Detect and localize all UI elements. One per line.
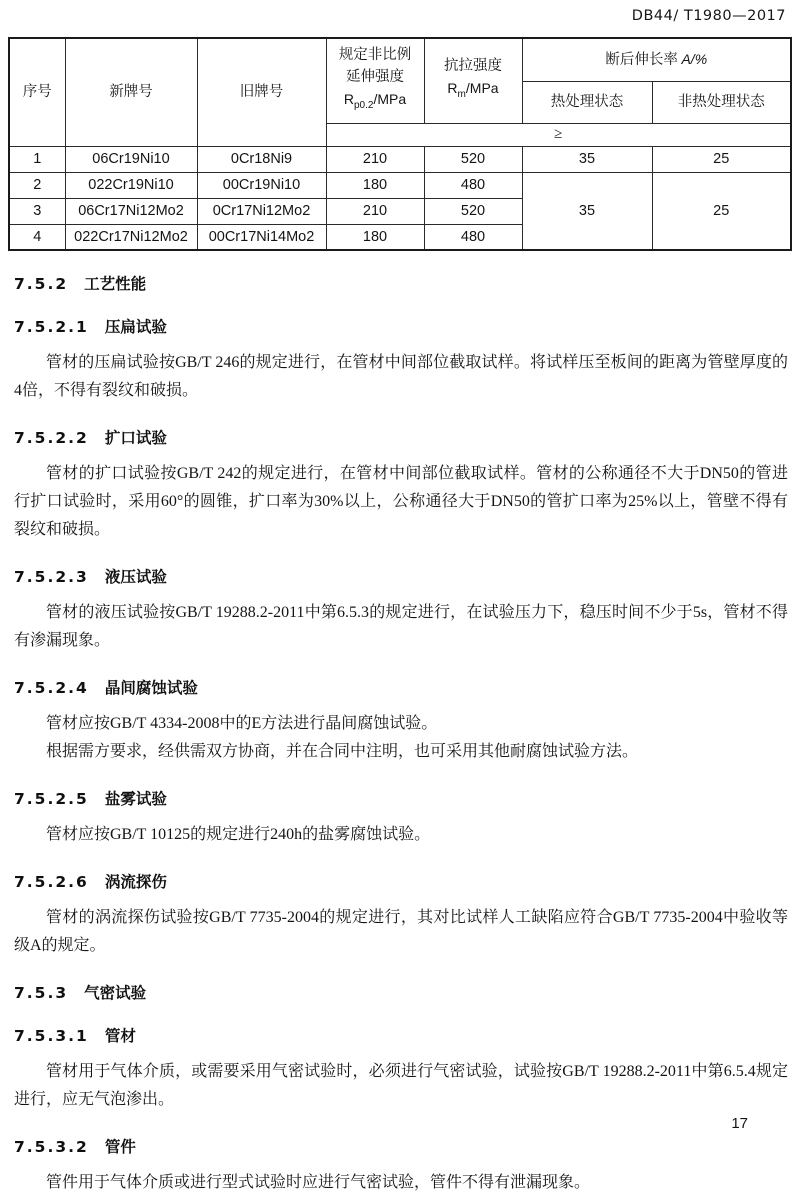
section-title: 盐雾试验 [104,790,167,808]
section-heading [14,426,788,448]
elongation-symbol: A/% [681,51,708,68]
table-row [9,172,791,198]
section-title: 工艺性能 [84,275,147,293]
cell-old-grade: 0Cr17Ni12Mo2 [197,198,326,224]
cell-heat-merged: 35 [522,172,652,250]
th-yield-strength: 规定非比例 延伸强度 $R_{p0.2}$/MPa [326,38,424,123]
cell-yield: 210 [326,146,424,172]
cell-tensile: 520 [424,146,522,172]
cell-new-grade: 06Cr19Ni10 [65,146,197,172]
document-body [0,272,800,1197]
section-heading [14,787,788,809]
section-heading [14,565,788,587]
paragraph: 管件用于气体介质或进行型式试验时应进行气密试验，管件不得有泄漏现象。 [46,1174,591,1191]
section-title: 压扁试验 [104,318,167,336]
section-number: 7.5.2 [14,275,69,293]
paragraph: 管材的扩口试验按GB/T 242的规定进行，在管材中间部位截取试样。管材的公称通径不大于DN50的管进行扩口试验时，采用60°的圆锥，扩口率为30%以上，公称通径大于DN50的管扩口率为25%以上，管壁不得有裂纹和破损。 [14,465,788,538]
cell-tensile: 480 [424,224,522,250]
section-heading [14,981,788,1003]
section-heading [14,870,788,892]
th-heat-treated: 热处理状态 [522,81,652,123]
cell-no: 1 [9,146,65,172]
cell-new-grade: 022Cr19Ni10 [65,172,197,198]
cell-no: 2 [9,172,65,198]
section-title: 管件 [104,1138,136,1156]
paragraph: 管材的液压试验按GB/T 19288.2-2011中第6.5.3的规定进行，在试验压力下，稳压时间不少于5s，管材不得有渗漏现象。 [14,604,788,649]
section-heading [14,272,788,294]
page-number: 17 [731,1115,748,1132]
paragraph: 管材应按GB/T 4334-2008中的E方法进行晶间腐蚀试验。 [46,715,438,732]
th-serial: 序号 [9,38,65,146]
th-tensile-strength: 抗拉强度 $R_m$/MPa [424,38,522,123]
section-heading [14,1135,788,1157]
th-non-heat-treated: 非热处理状态 [652,81,791,123]
cell-non-heat: 25 [652,146,791,172]
section-heading [14,315,788,337]
yield-symbol: $R_{p0.2}$/MPa [343,91,407,112]
cell-new-grade: 06Cr17Ni12Mo2 [65,198,197,224]
section-title: 晶间腐蚀试验 [104,679,198,697]
th-elongation: 断后伸长率 A/% [522,38,791,81]
cell-tensile: 520 [424,198,522,224]
section-number: 7.5.2.4 [14,679,89,697]
paragraph: 根据需方要求，经供需双方协商，并在合同中注明，也可采用其他耐腐蚀试验方法。 [46,743,639,760]
cell-no: 3 [9,198,65,224]
tensile-symbol: $R_m$/MPa [447,80,499,101]
gte-symbol: ≥ [326,123,791,146]
section-number: 7.5.3.1 [14,1027,89,1045]
section-title: 液压试验 [104,568,167,586]
section-title: 气密试验 [84,984,147,1002]
section-number: 7.5.2.3 [14,568,89,586]
mechanical-properties-table [8,37,792,251]
paragraph: 管材用于气体介质，或需要采用气密试验时，必须进行气密试验，试验按GB/T 19288.2-2011中第6.5.4规定进行，应无气泡渗出。 [14,1063,788,1108]
section-title: 涡流探伤 [104,873,167,891]
cell-old-grade: 0Cr18Ni9 [197,146,326,172]
section-title: 管材 [104,1027,136,1045]
cell-old-grade: 00Cr17Ni14Mo2 [197,224,326,250]
cell-yield: 180 [326,224,424,250]
section-number: 7.5.2.5 [14,790,89,808]
cell-old-grade: 00Cr19Ni10 [197,172,326,198]
section-number: 7.5.2.2 [14,429,89,447]
section-heading [14,676,788,698]
cell-new-grade: 022Cr17Ni12Mo2 [65,224,197,250]
cell-no: 4 [9,224,65,250]
cell-tensile: 480 [424,172,522,198]
cell-non-heat-merged: 25 [652,172,791,250]
cell-yield: 180 [326,172,424,198]
th-old-grade: 旧牌号 [197,38,326,146]
section-number: 7.5.3.2 [14,1138,89,1156]
th-new-grade: 新牌号 [65,38,197,146]
table-row [9,146,791,172]
section-title: 扩口试验 [104,429,167,447]
doc-code: DB44/ T1980—2017 [631,8,786,24]
section-number: 7.5.2.1 [14,318,89,336]
paragraph: 管材的压扁试验按GB/T 246的规定进行，在管材中间部位截取试样。将试样压至板间的距离为管壁厚度的4倍，不得有裂纹和破损。 [14,354,788,399]
section-heading [14,1024,788,1046]
section-number: 7.5.2.6 [14,873,89,891]
cell-yield: 210 [326,198,424,224]
paragraph: 管材的涡流探伤试验按GB/T 7735-2004的规定进行，其对比试样人工缺陷应符合GB/T 7735-2004中验收等级A的规定。 [14,909,788,954]
section-number: 7.5.3 [14,984,69,1002]
paragraph: 管材应按GB/T 10125的规定进行240h的盐雾腐蚀试验。 [46,826,431,843]
cell-heat: 35 [522,146,652,172]
